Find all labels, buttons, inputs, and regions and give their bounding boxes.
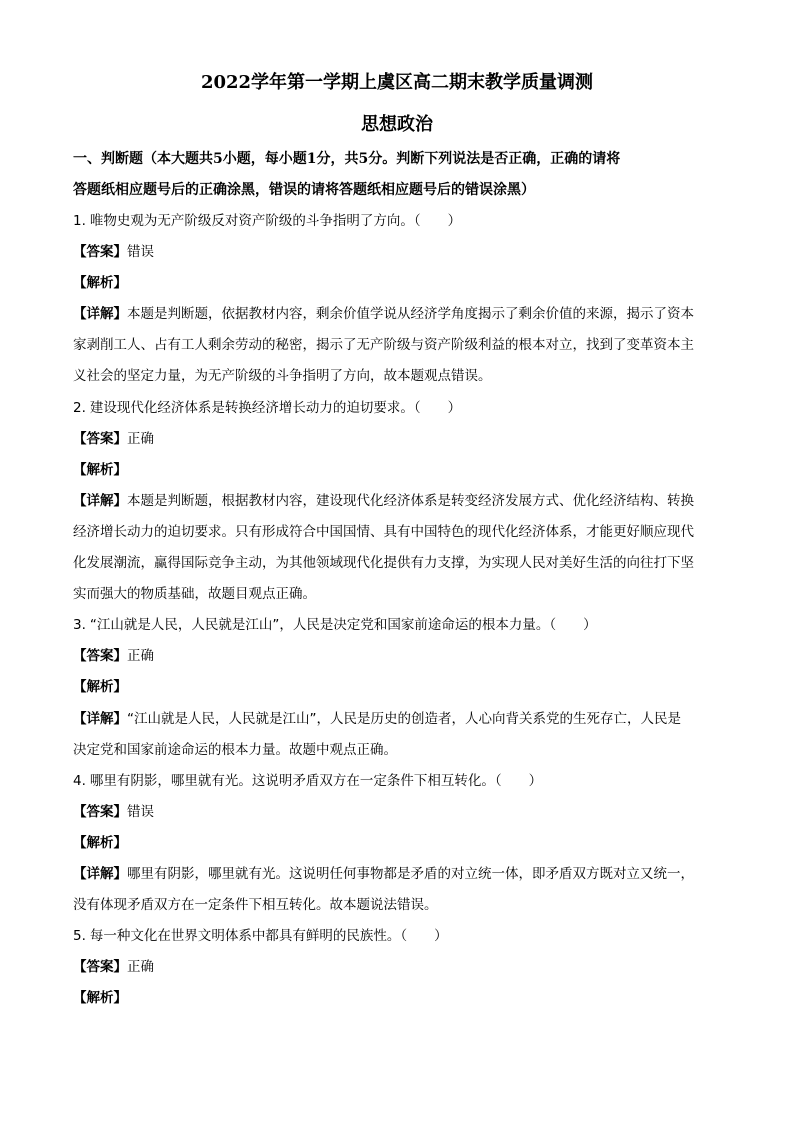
analysis-label-4: 【解析】 (73, 834, 127, 851)
answer-2: 【答案】正确 (73, 430, 154, 447)
question-3: 3. “江山就是人民，人民就是江山”，人民是决定党和国家前途命运的根本力量。（ ） (73, 617, 597, 634)
detail-4-line-2: 没有体现矛盾双方在一定条件下相互转化。故本题说法错误。 (73, 897, 438, 914)
detail-2-line-4: 实而强大的物质基础，故题目观点正确。 (73, 586, 316, 603)
question-4: 4. 哪里有阴影，哪里就有光。这说明矛盾双方在一定条件下相互转化。（ ） (73, 772, 543, 789)
analysis-label-1: 【解析】 (73, 275, 127, 292)
detail-2-line-3: 化发展潮流，赢得国际竞争主动，为其他领域现代化提供有力支撑，为实现人民对美好生活的向往打下坚 (73, 555, 694, 572)
detail-2-line-1: 【详解】本题是判断题，根据教材内容，建设现代化经济体系是转变经济发展方式、优化经济结构、转换 (73, 492, 694, 509)
answer-3: 【答案】正确 (73, 648, 154, 665)
detail-1-line-3: 义社会的坚定力量，为无产阶级的斗争指明了方向，故本题观点错误。 (73, 368, 492, 385)
questions-body (73, 206, 733, 1014)
section-heading-line-2: 答题纸相应题号后的正确涂黑，错误的请将答题纸相应题号后的错误涂黑） (73, 182, 535, 198)
analysis-label-5: 【解析】 (73, 990, 127, 1007)
detail-2-line-2: 经济增长动力的迫切要求。只有形成符合中国国情、具有中国特色的现代化经济体系，才能更好顺应现代 (73, 523, 694, 540)
question-5: 5. 每一种文化在世界文明体系中都具有鲜明的民族性。（ ） (73, 928, 448, 945)
section-heading (73, 144, 733, 206)
detail-1-line-2: 家剥削工人、占有工人剩余劳动的秘密，揭示了无产阶级与资产阶级利益的根本对立，找到了变革资本主 (73, 337, 694, 354)
detail-3-line-2: 决定党和国家前途命运的根本力量。故题中观点正确。 (73, 741, 397, 758)
detail-3-line-1: 【详解】“江山就是人民，人民就是江山”，人民是历史的创造者，人心向背关系党的生死存亡，人民是 (73, 710, 681, 727)
answer-4: 【答案】错误 (73, 803, 154, 820)
detail-4-line-1: 【详解】哪里有阴影，哪里就有光。这说明任何事物都是矛盾的对立统一体，即矛盾双方既对立又统一， (73, 865, 694, 882)
question-1: 1. 唯物史观为无产阶级反对资产阶级的斗争指明了方向。（ ） (73, 213, 462, 229)
answer-5: 【答案】正确 (73, 959, 154, 976)
subject-title: 思想政治 (361, 114, 433, 135)
answer-1: 【答案】错误 (73, 244, 154, 261)
detail-1-line-1: 【详解】本题是判断题，依据教材内容，剩余价值学说从经济学角度揭示了剩余价值的来源，揭示了资本 (73, 306, 694, 323)
section-heading-line-1: 一、判断题（本大题共5小题，每小题1分，共5分。判断下列说法是否正确，正确的请将 (73, 151, 621, 167)
analysis-label-3: 【解析】 (73, 679, 127, 696)
analysis-label-2: 【解析】 (73, 461, 127, 478)
question-2: 2. 建设现代化经济体系是转换经济增长动力的迫切要求。（ ） (73, 399, 462, 416)
exam-title: 2022学年第一学期上虞区高二期末教学质量调测 (200, 72, 594, 93)
